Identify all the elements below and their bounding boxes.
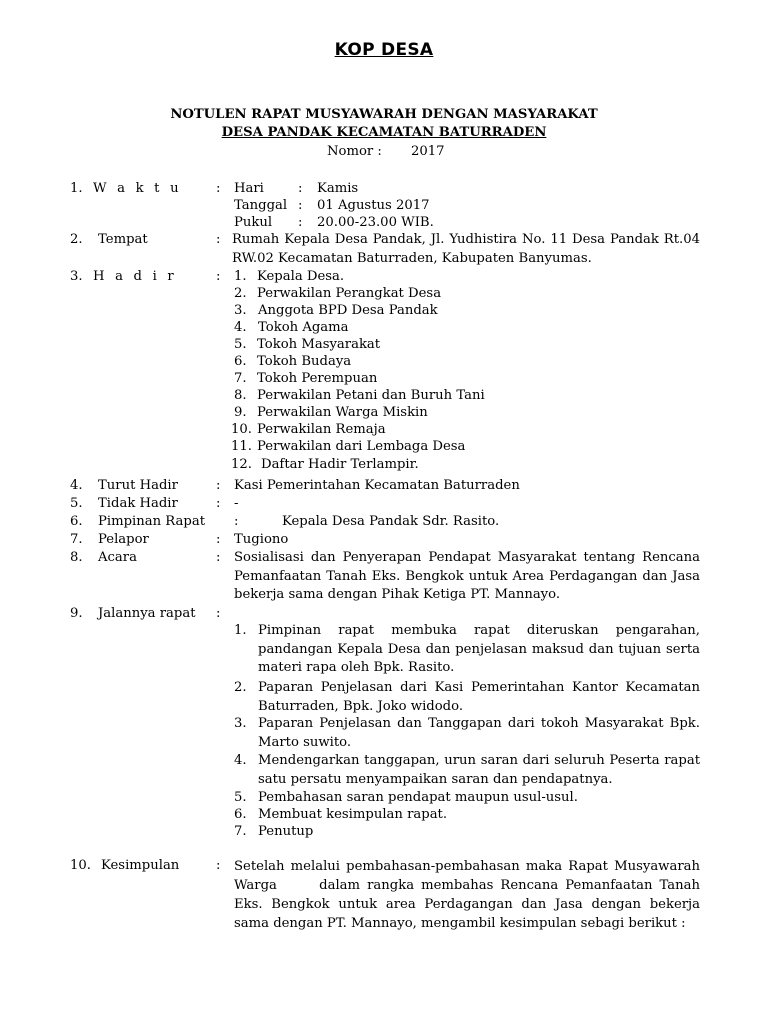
turut-hadir-label: Turut Hadir (98, 478, 178, 493)
nomor-value: 2017 (411, 144, 445, 159)
jalannya-item-text: Paparan Penjelasan dari Kasi Pemerintahan Kantor Kecamatan Baturraden, Bpk. Joko widodo. (258, 680, 700, 714)
hari-label: Hari (234, 181, 264, 196)
turut-hadir-value: Kasi Pemerintahan Kecamatan Baturraden (234, 478, 520, 493)
tempat-label: Tempat (98, 232, 148, 247)
kop-desa-heading: KOP DESA (334, 40, 434, 60)
jalannya-item-text: Penutup (258, 824, 314, 839)
pelapor-label: Pelapor (98, 532, 149, 547)
pimpinan-label: Pimpinan Rapat (98, 514, 205, 529)
colon: : (216, 606, 221, 621)
colon: : (216, 478, 221, 493)
hadir-item-number: 12. (231, 457, 252, 472)
hadir-num: 3. (70, 269, 83, 284)
pimpinan-num: 6. (70, 514, 83, 529)
hadir-item-number: 3. (234, 303, 247, 318)
kesimpulan-num: 10. (70, 858, 91, 873)
hadir-item-text: Tokoh Agama (258, 320, 349, 335)
jalannya-item-number: 6. (234, 807, 247, 822)
acara-value: Sosialisasi dan Penyerapan Pendapat Masyarakat tentang Rencana Pemanfaatan Tanah Eks. Bengkok untuk Area Perdagangan dan Jasa bekerja sama dengan Pihak Ketiga PT. Mannayo. (234, 550, 700, 602)
colon: : (216, 496, 221, 511)
colon: : (298, 181, 303, 196)
jalannya-item-number: 2. (234, 680, 247, 695)
jalannya-item-text: Paparan Penjelasan dan Tanggapan dari tokoh Masyarakat Bpk. Marto suwito. (258, 716, 700, 750)
jalannya-item-text: Pembahasan saran pendapat maupun usul-usul. (258, 790, 578, 805)
pelapor-num: 7. (70, 532, 83, 547)
turut-hadir-num: 4. (70, 478, 83, 493)
colon: : (298, 198, 303, 213)
hadir-item-text: Kepala Desa. (257, 269, 345, 284)
colon: : (298, 215, 303, 230)
pukul-label: Pukul (234, 215, 273, 230)
jalannya-item-number: 3. (234, 716, 247, 731)
jalannya-item-number: 4. (234, 753, 247, 768)
hadir-item-text: Perwakilan Remaja (257, 422, 386, 437)
acara-num: 8. (70, 550, 83, 565)
tempat-value: Rumah Kepala Desa Pandak, Jl. Yudhistira No. 11 Desa Pandak Rt.04 RW.02 Kecamatan Baturraden, Kabupaten Banyumas. (232, 232, 700, 266)
hadir-item-text: Perwakilan Perangkat Desa (257, 286, 442, 301)
document-subtitle: DESA PANDAK KECAMATAN BATURRADEN (221, 125, 547, 140)
hadir-item-text: Perwakilan Petani dan Buruh Tani (257, 388, 485, 403)
pimpinan-value: Kepala Desa Pandak Sdr. Rasito. (282, 514, 500, 529)
jalannya-label: Jalannya rapat (98, 606, 196, 621)
hadir-item-number: 11. (231, 439, 252, 454)
hadir-item-number: 1. (234, 269, 247, 284)
jalannya-num: 9. (70, 606, 83, 621)
jalannya-item-text: Pimpinan rapat membuka rapat diteruskan pengarahan, pandangan Kepala Desa dan penjelasan maksud dan tujuan serta materi rapa oleh Bpk. Rasito. (258, 623, 700, 675)
hadir-item-number: 5. (234, 337, 247, 352)
jalannya-item-number: 1. (234, 623, 247, 638)
hadir-item-number: 8. (234, 388, 247, 403)
hadir-item-text: Perwakilan Warga Miskin (257, 405, 428, 420)
colon: : (216, 181, 221, 196)
kesimpulan-value: Setelah melalui pembahasan-pembahasan maka Rapat Musyawarah Warga dalam rangka membahas Rencana Pemanfaatan Tanah Eks. Bengkok untuk area Perdagangan dan Jasa dengan bekerja sama dengan PT. Mannayo, mengambil kesimpulan sebagi berikut : (234, 859, 705, 931)
hadir-item-number: 9. (234, 405, 247, 420)
tidak-hadir-label: Tidak Hadir (98, 496, 178, 511)
tanggal-value: 01 Agustus 2017 (317, 198, 430, 213)
hadir-item-number: 4. (234, 320, 247, 335)
hadir-item-text: Tokoh Perempuan (257, 371, 378, 386)
hadir-item-text: Daftar Hadir Terlampir. (261, 457, 419, 472)
tempat-num: 2. (70, 232, 83, 247)
hadir-item-number: 6. (234, 354, 247, 369)
jalannya-item-text: Mendengarkan tanggapan, urun saran dari seluruh Peserta rapat satu persatu menyampaikan saran dan pendapatnya. (258, 753, 700, 787)
nomor-line (327, 144, 445, 159)
waktu-label: W a k t u (93, 181, 182, 196)
document-title: NOTULEN RAPAT MUSYAWARAH DENGAN MASYARAKAT (170, 107, 598, 122)
kesimpulan-label: Kesimpulan (101, 858, 180, 873)
hadir-item-text: Tokoh Budaya (257, 354, 352, 369)
jalannya-item-text: Membuat kesimpulan rapat. (258, 807, 448, 822)
hadir-item-number: 7. (234, 371, 247, 386)
tidak-hadir-value: - (234, 496, 239, 511)
jalannya-item-number: 7. (234, 824, 247, 839)
tidak-hadir-num: 5. (70, 496, 83, 511)
hadir-item-text: Perwakilan dari Lembaga Desa (257, 439, 466, 454)
waktu-num: 1. (70, 181, 83, 196)
jalannya-item-number: 5. (234, 790, 247, 805)
nomor-label: Nomor : (327, 144, 382, 159)
hari-value: Kamis (317, 181, 359, 196)
hadir-item-number: 10. (231, 422, 252, 437)
hadir-item-text: Tokoh Masyarakat (257, 337, 381, 352)
hadir-label: H a d i r (93, 269, 177, 284)
hadir-item-text: Anggota BPD Desa Pandak (258, 303, 438, 318)
colon: : (216, 532, 221, 547)
colon: : (216, 550, 221, 565)
colon: : (234, 514, 239, 529)
pukul-value: 20.00-23.00 WIB. (317, 215, 434, 230)
colon: : (216, 269, 221, 284)
acara-label: Acara (98, 550, 137, 565)
colon: : (216, 858, 221, 873)
colon: : (216, 232, 221, 247)
hadir-item-number: 2. (234, 286, 247, 301)
tanggal-label: Tanggal (234, 198, 288, 213)
pelapor-value: Tugiono (234, 532, 289, 547)
